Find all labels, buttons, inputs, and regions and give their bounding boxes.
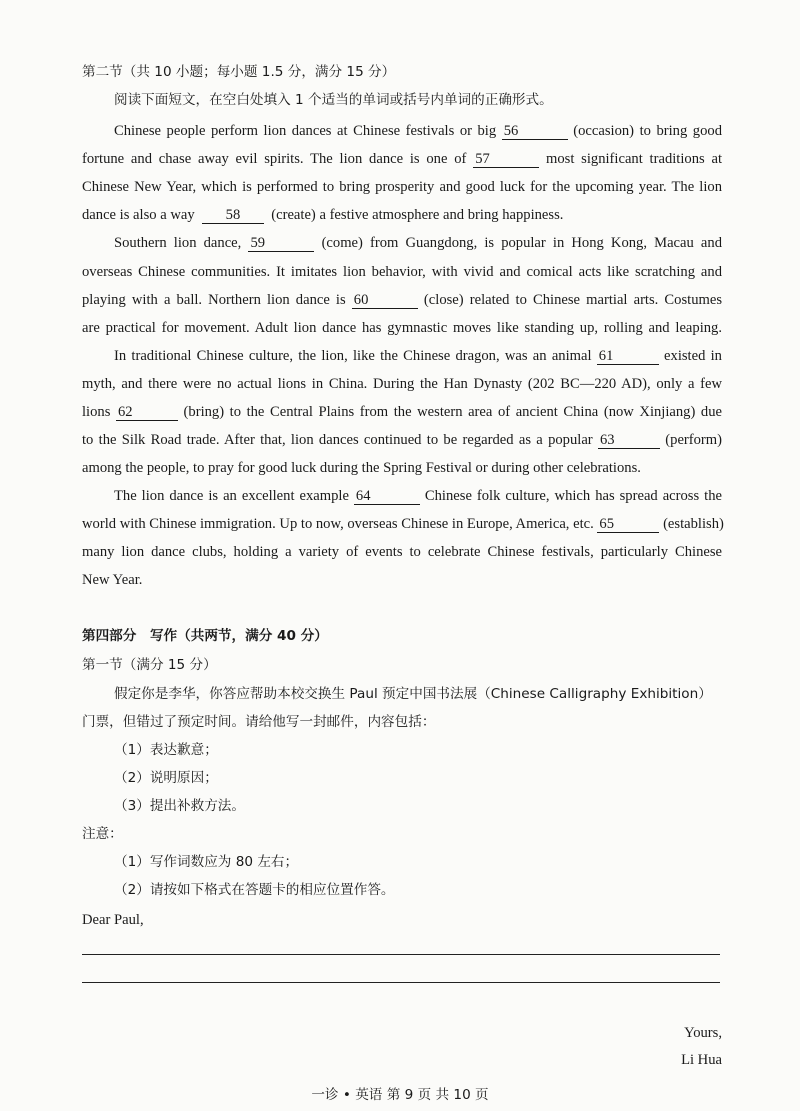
p3-line5: among the people, to pray for good luck during the Spring Festival or during other celebrations. <box>82 460 641 476</box>
blank-60[interactable]: 60 <box>352 292 418 309</box>
prompt-line2: 门票，但错过了预定时间。请给他写一封邮件，内容包括： <box>82 714 436 730</box>
p2-line1: Southern lion dance, 59 (come) from Guangdong, is popular in Hong Kong, Macau and <box>114 235 722 251</box>
page-footer: 一诊 • 英语 第 9 页 共 10 页 <box>311 1087 489 1103</box>
closing: Yours, <box>684 1025 722 1041</box>
p1-line2: fortune and chase away evil spirits. The lion dance is one of 57 most significant traditions at <box>82 151 723 167</box>
prompt-line1: 假定你是李华，你答应帮助本校交换生 Paul 预定中国书法展（Chinese Calligraphy Exhibition） <box>114 686 712 702</box>
p3-line4: to the Silk Road trade. After that, lion dances continued to be regarded as a popular 63 (perform) <box>82 432 723 448</box>
p2-line4: are practical for movement. Adult lion dance has gymnastic moves like standing up, rolling and leaping. <box>82 320 722 336</box>
point-1: （1）表达歉意； <box>114 742 218 758</box>
blank-62[interactable]: 62 <box>116 404 178 421</box>
signature: Li Hua <box>681 1052 722 1068</box>
note-1: （1）写作词数应为 80 左右； <box>114 854 299 870</box>
salutation: Dear Paul, <box>82 912 144 928</box>
blank-59[interactable]: 59 <box>248 235 314 252</box>
blank-65[interactable]: 65 <box>597 516 659 533</box>
p2-line3: playing with a ball. Northern lion dance is 60 (close) related to Chinese martial arts. Costumes <box>82 292 722 308</box>
part4-heading: 第四部分 写作（共两节，满分 40 分） <box>82 628 328 644</box>
p3-line3: lions 62 (bring) to the Central Plains from the western area of ancient China (now Xinjiang) due <box>82 404 722 420</box>
blank-63[interactable]: 63 <box>598 432 660 449</box>
answer-line-1[interactable] <box>82 954 720 955</box>
p1-line3: Chinese New Year, which is performed to bring prosperity and good luck for the upcoming year. The lion <box>82 179 722 195</box>
p4-line2: world with Chinese immigration. Up to now, overseas Chinese in Europe, America, etc. 65 (establish) <box>82 516 724 532</box>
point-2: （2）说明原因； <box>114 770 218 786</box>
section2-heading: 第二节（共 10 小题；每小题 1.5 分，满分 15 分） <box>82 64 396 80</box>
p4-line3: many lion dance clubs, holding a variety of events to celebrate Chinese festivals, particularly Chinese <box>82 544 722 560</box>
p3-line2: myth, and there were no actual lions in China. During the Han Dynasty (202 BC—220 AD), only a few <box>82 376 722 392</box>
p4-line4: New Year. <box>82 572 143 588</box>
p4-line1: The lion dance is an excellent example 64 Chinese folk culture, which has spread across the <box>114 488 722 504</box>
p1-line1: Chinese people perform lion dances at Chinese festivals or big 56 (occasion) to bring good <box>114 123 722 139</box>
blank-64[interactable]: 64 <box>354 488 420 505</box>
part4-sub1: 第一节（满分 15 分） <box>82 657 217 673</box>
blank-57[interactable]: 57 <box>473 151 539 168</box>
section2-instruction: 阅读下面短文，在空白处填入 1 个适当的单词或括号内单词的正确形式。 <box>114 92 553 108</box>
p2-line2: overseas Chinese communities. It imitates lion behavior, with vivid and comical acts like scratching and <box>82 264 722 280</box>
blank-61[interactable]: 61 <box>597 348 659 365</box>
answer-line-2[interactable] <box>82 982 720 983</box>
note-label: 注意： <box>82 826 123 842</box>
point-3: （3）提出补救方法。 <box>114 798 245 814</box>
p3-line1: In traditional Chinese culture, the lion, like the Chinese dragon, was an animal 61 existed in <box>114 348 722 364</box>
p1-line4: dance is also a way 58 (create) a festive atmosphere and bring happiness. <box>82 207 564 223</box>
note-2: （2）请按如下格式在答题卡的相应位置作答。 <box>114 882 395 898</box>
blank-58[interactable]: 58 <box>202 207 264 224</box>
blank-56[interactable]: 56 <box>502 123 568 140</box>
